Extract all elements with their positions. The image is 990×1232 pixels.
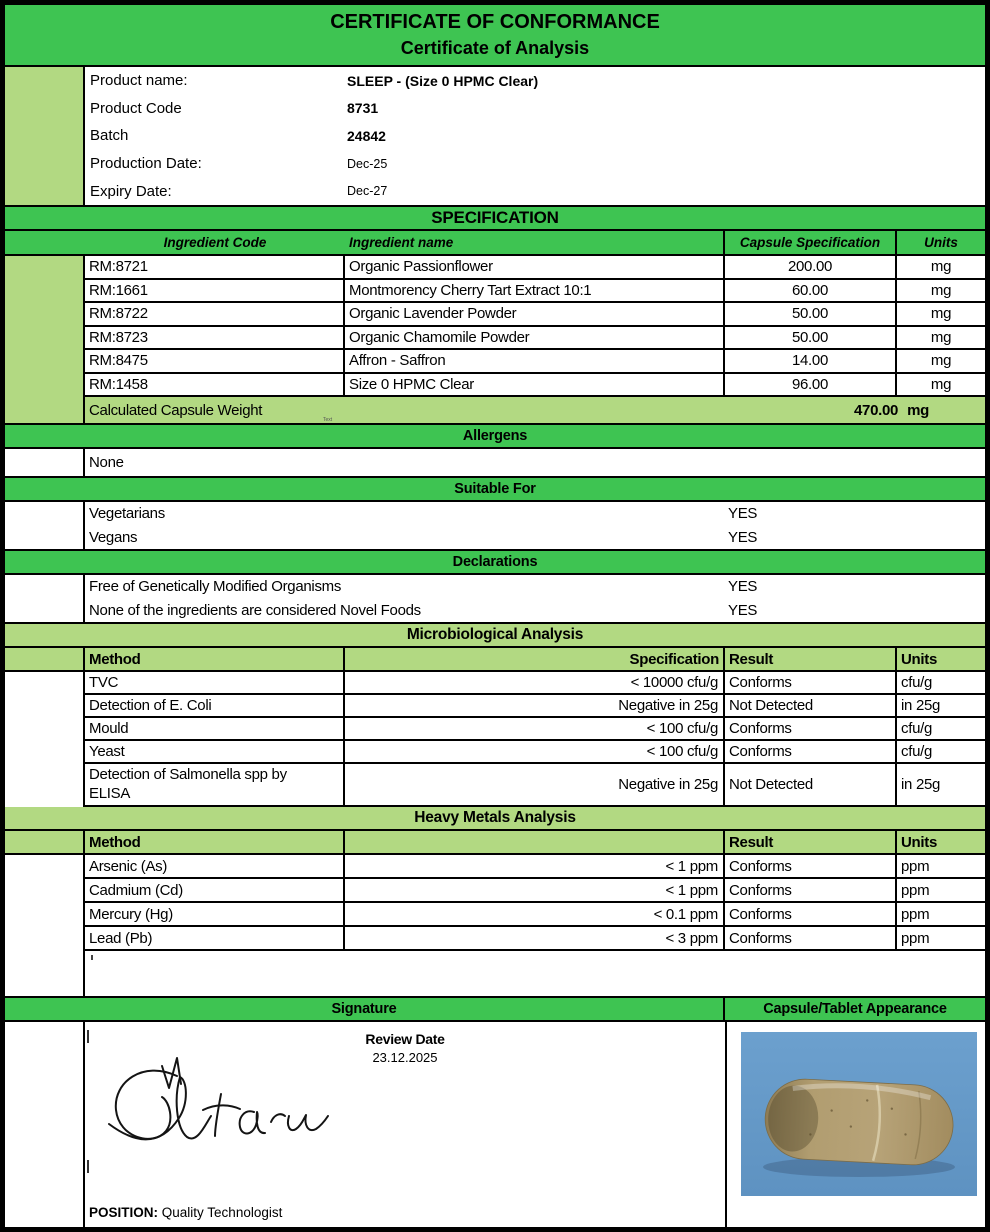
heavy-result: Conforms xyxy=(725,855,897,879)
specification-banner: SPECIFICATION xyxy=(5,207,985,231)
ingredient-units: mg xyxy=(897,327,985,351)
heavy-method: Cadmium (Cd) xyxy=(85,879,345,903)
ingredient-units: mg xyxy=(897,256,985,280)
ingredient-name: Size 0 HPMC Clear xyxy=(345,374,725,398)
signature-banner-row xyxy=(5,998,985,1022)
ingredient-name: Organic Passionflower xyxy=(345,256,725,280)
heavy-header-result: Result xyxy=(725,831,897,853)
micro-result: Not Detected xyxy=(725,695,897,718)
heavy-spec: < 1 ppm xyxy=(345,855,725,879)
declarations-left-cell xyxy=(5,575,85,622)
product-name-value: SLEEP - (Size 0 HPMC Clear) xyxy=(347,72,539,89)
spec-header-name: Ingredient name xyxy=(345,231,725,254)
batch-label: Batch xyxy=(90,127,129,145)
heavy-units: ppm xyxy=(897,855,985,879)
heavy-method: Lead (Pb) xyxy=(85,927,345,951)
ingredient-code: RM:8475 xyxy=(85,350,345,374)
production-date-value: Dec-25 xyxy=(347,156,388,171)
ingredient-units: mg xyxy=(897,350,985,374)
ingredient-code: RM:8723 xyxy=(85,327,345,351)
product-info-section xyxy=(5,67,985,207)
heavy-metals-table-header xyxy=(5,831,985,855)
calculated-weight-value-group xyxy=(854,397,985,423)
production-date-label: Production Date: xyxy=(90,155,202,173)
micro-result: Not Detected xyxy=(725,764,897,807)
ingredient-code: RM:1458 xyxy=(85,374,345,398)
ingredient-name: Montmorency Cherry Tart Extract 10:1 xyxy=(345,280,725,304)
heavy-spec: < 0.1 ppm xyxy=(345,903,725,927)
allergens-left-cell xyxy=(5,449,85,476)
specification-table-body xyxy=(5,256,985,397)
micro-units: in 25g xyxy=(897,695,985,718)
micro-result: Conforms xyxy=(725,718,897,741)
gmo-free-label: Free of Genetically Modified Organisms xyxy=(89,578,342,596)
vegans-value: YES xyxy=(728,528,758,546)
vegetarians-label: Vegetarians xyxy=(89,505,165,523)
ingredient-units: mg xyxy=(897,303,985,327)
heavy-spec: < 3 ppm xyxy=(345,927,725,951)
position-value: Quality Technologist xyxy=(161,1205,283,1220)
product-code-value: 8731 xyxy=(347,100,379,117)
heavy-units: ppm xyxy=(897,927,985,951)
certificate-header xyxy=(5,5,985,67)
micro-spec: Negative in 25g xyxy=(345,695,725,718)
micro-method: TVC xyxy=(85,672,345,695)
allergens-row xyxy=(5,449,985,478)
heavy-units: ppm xyxy=(897,903,985,927)
ingredient-name: Affron - Saffron xyxy=(345,350,725,374)
heavy-result: Conforms xyxy=(725,879,897,903)
signature-zone xyxy=(85,1022,725,1227)
product-left-cell xyxy=(5,67,85,205)
position-line xyxy=(89,1205,282,1220)
novel-foods-value: YES xyxy=(728,601,758,619)
empty-content-cell xyxy=(85,951,985,996)
heavy-header-method: Method xyxy=(85,831,345,853)
ingredient-units: mg xyxy=(897,280,985,304)
microbiological-table-body xyxy=(5,672,985,807)
ingredient-spec: 50.00 xyxy=(725,327,897,351)
ingredient-code: RM:1661 xyxy=(85,280,345,304)
suitable-for-banner: Suitable For xyxy=(5,478,985,502)
artifact-mark xyxy=(91,955,93,960)
heavy-left-cell xyxy=(5,855,85,951)
micro-spec: Negative in 25g xyxy=(345,764,725,807)
micro-method: Detection of E. Coli xyxy=(85,695,345,718)
vegans-label: Vegans xyxy=(89,528,138,546)
suitable-left-cell xyxy=(5,502,85,549)
heavy-result: Conforms xyxy=(725,903,897,927)
specification-table-header xyxy=(5,231,985,256)
micro-method: Yeast xyxy=(85,741,345,764)
ingredient-spec: 50.00 xyxy=(725,303,897,327)
artifact-mark xyxy=(87,1030,89,1043)
ingredient-units: mg xyxy=(897,374,985,398)
review-date-label: Review Date xyxy=(365,1031,445,1047)
spec-header-spec: Capsule Specification xyxy=(725,231,897,254)
spec-header-code: Ingredient Code xyxy=(163,235,267,250)
ingredient-code: RM:8722 xyxy=(85,303,345,327)
microbiological-table-header xyxy=(5,648,985,672)
micro-units: in 25g xyxy=(897,764,985,807)
heavy-method: Mercury (Hg) xyxy=(85,903,345,927)
appearance-banner: Capsule/Tablet Appearance xyxy=(725,998,985,1022)
calculated-weight-value: 470.00 xyxy=(854,401,899,419)
spec-header-units: Units xyxy=(924,235,958,250)
ingredient-code: RM:8721 xyxy=(85,256,345,280)
spec-header-spacer xyxy=(5,231,85,254)
microbiological-banner: Microbiological Analysis xyxy=(5,624,985,648)
spec-left-cell xyxy=(5,256,85,397)
heavy-header-specification xyxy=(345,831,725,853)
empty-spacer-row xyxy=(5,951,985,998)
bottom-section xyxy=(5,1022,985,1227)
calculated-weight-row xyxy=(5,397,985,425)
total-left-cell xyxy=(5,397,85,423)
heavy-metals-banner: Heavy Metals Analysis xyxy=(5,807,985,831)
expiry-date-value: Dec-27 xyxy=(347,184,388,199)
ingredient-spec: 60.00 xyxy=(725,280,897,304)
micro-method: Detection of Salmonella spp by ELISA xyxy=(85,764,345,807)
suitable-for-rows xyxy=(5,502,985,551)
certificate-title: CERTIFICATE OF CONFORMANCE xyxy=(330,11,660,33)
micro-method: Mould xyxy=(85,718,345,741)
certificate-subtitle: Certificate of Analysis xyxy=(400,38,590,58)
micro-result: Conforms xyxy=(725,741,897,764)
micro-result: Conforms xyxy=(725,672,897,695)
micro-header-result: Result xyxy=(725,648,897,670)
heavy-result: Conforms xyxy=(725,927,897,951)
signature-banner: Signature xyxy=(5,998,725,1022)
product-name-label: Product name: xyxy=(90,72,188,90)
heavy-units: ppm xyxy=(897,879,985,903)
micro-header-specification: Specification xyxy=(345,648,725,670)
position-label: POSITION: xyxy=(89,1205,159,1220)
ingredient-spec: 14.00 xyxy=(725,350,897,374)
micro-left-cell xyxy=(5,672,85,807)
calculated-weight-label: Calculated Capsule Weight xyxy=(89,401,263,419)
expiry-date-label: Expiry Date: xyxy=(90,182,172,200)
calculated-weight-units: mg xyxy=(907,401,929,419)
heavy-header-spacer xyxy=(5,831,85,853)
review-date-value: 23.12.2025 xyxy=(372,1050,438,1065)
bottom-left-cell xyxy=(5,1022,85,1227)
allergens-banner: Allergens xyxy=(5,425,985,449)
heavy-method: Arsenic (As) xyxy=(85,855,345,879)
empty-left-cell xyxy=(5,951,85,996)
micro-header-method: Method xyxy=(85,648,345,670)
artifact-mark xyxy=(87,1160,89,1173)
batch-value: 24842 xyxy=(347,127,386,144)
micro-units: cfu/g xyxy=(897,672,985,695)
vegetarians-value: YES xyxy=(728,505,758,523)
declarations-rows xyxy=(5,575,985,624)
ingredient-spec: 96.00 xyxy=(725,374,897,398)
declarations-banner: Declarations xyxy=(5,551,985,575)
appearance-zone xyxy=(725,1022,985,1227)
ingredient-name: Organic Chamomile Powder xyxy=(345,327,725,351)
micro-spec: < 100 cfu/g xyxy=(345,718,725,741)
micro-spec: < 100 cfu/g xyxy=(345,741,725,764)
gmo-free-value: YES xyxy=(728,578,758,596)
ingredient-name: Organic Lavender Powder xyxy=(345,303,725,327)
heavy-header-units: Units xyxy=(897,831,985,853)
micro-header-units: Units xyxy=(897,648,985,670)
capsule-photo xyxy=(741,1032,977,1196)
heavy-metals-table-body xyxy=(5,855,985,951)
novel-foods-label: None of the ingredients are considered Novel Foods xyxy=(89,601,421,619)
ingredient-spec: 200.00 xyxy=(725,256,897,280)
tiny-text-artifact: Text xyxy=(323,417,333,423)
micro-units: cfu/g xyxy=(897,741,985,764)
signature-image xyxy=(99,1052,334,1162)
micro-units: cfu/g xyxy=(897,718,985,741)
micro-header-spacer xyxy=(5,648,85,670)
product-code-label: Product Code xyxy=(90,99,182,117)
micro-spec: < 10000 cfu/g xyxy=(345,672,725,695)
heavy-spec: < 1 ppm xyxy=(345,879,725,903)
allergens-value: None xyxy=(89,454,124,471)
